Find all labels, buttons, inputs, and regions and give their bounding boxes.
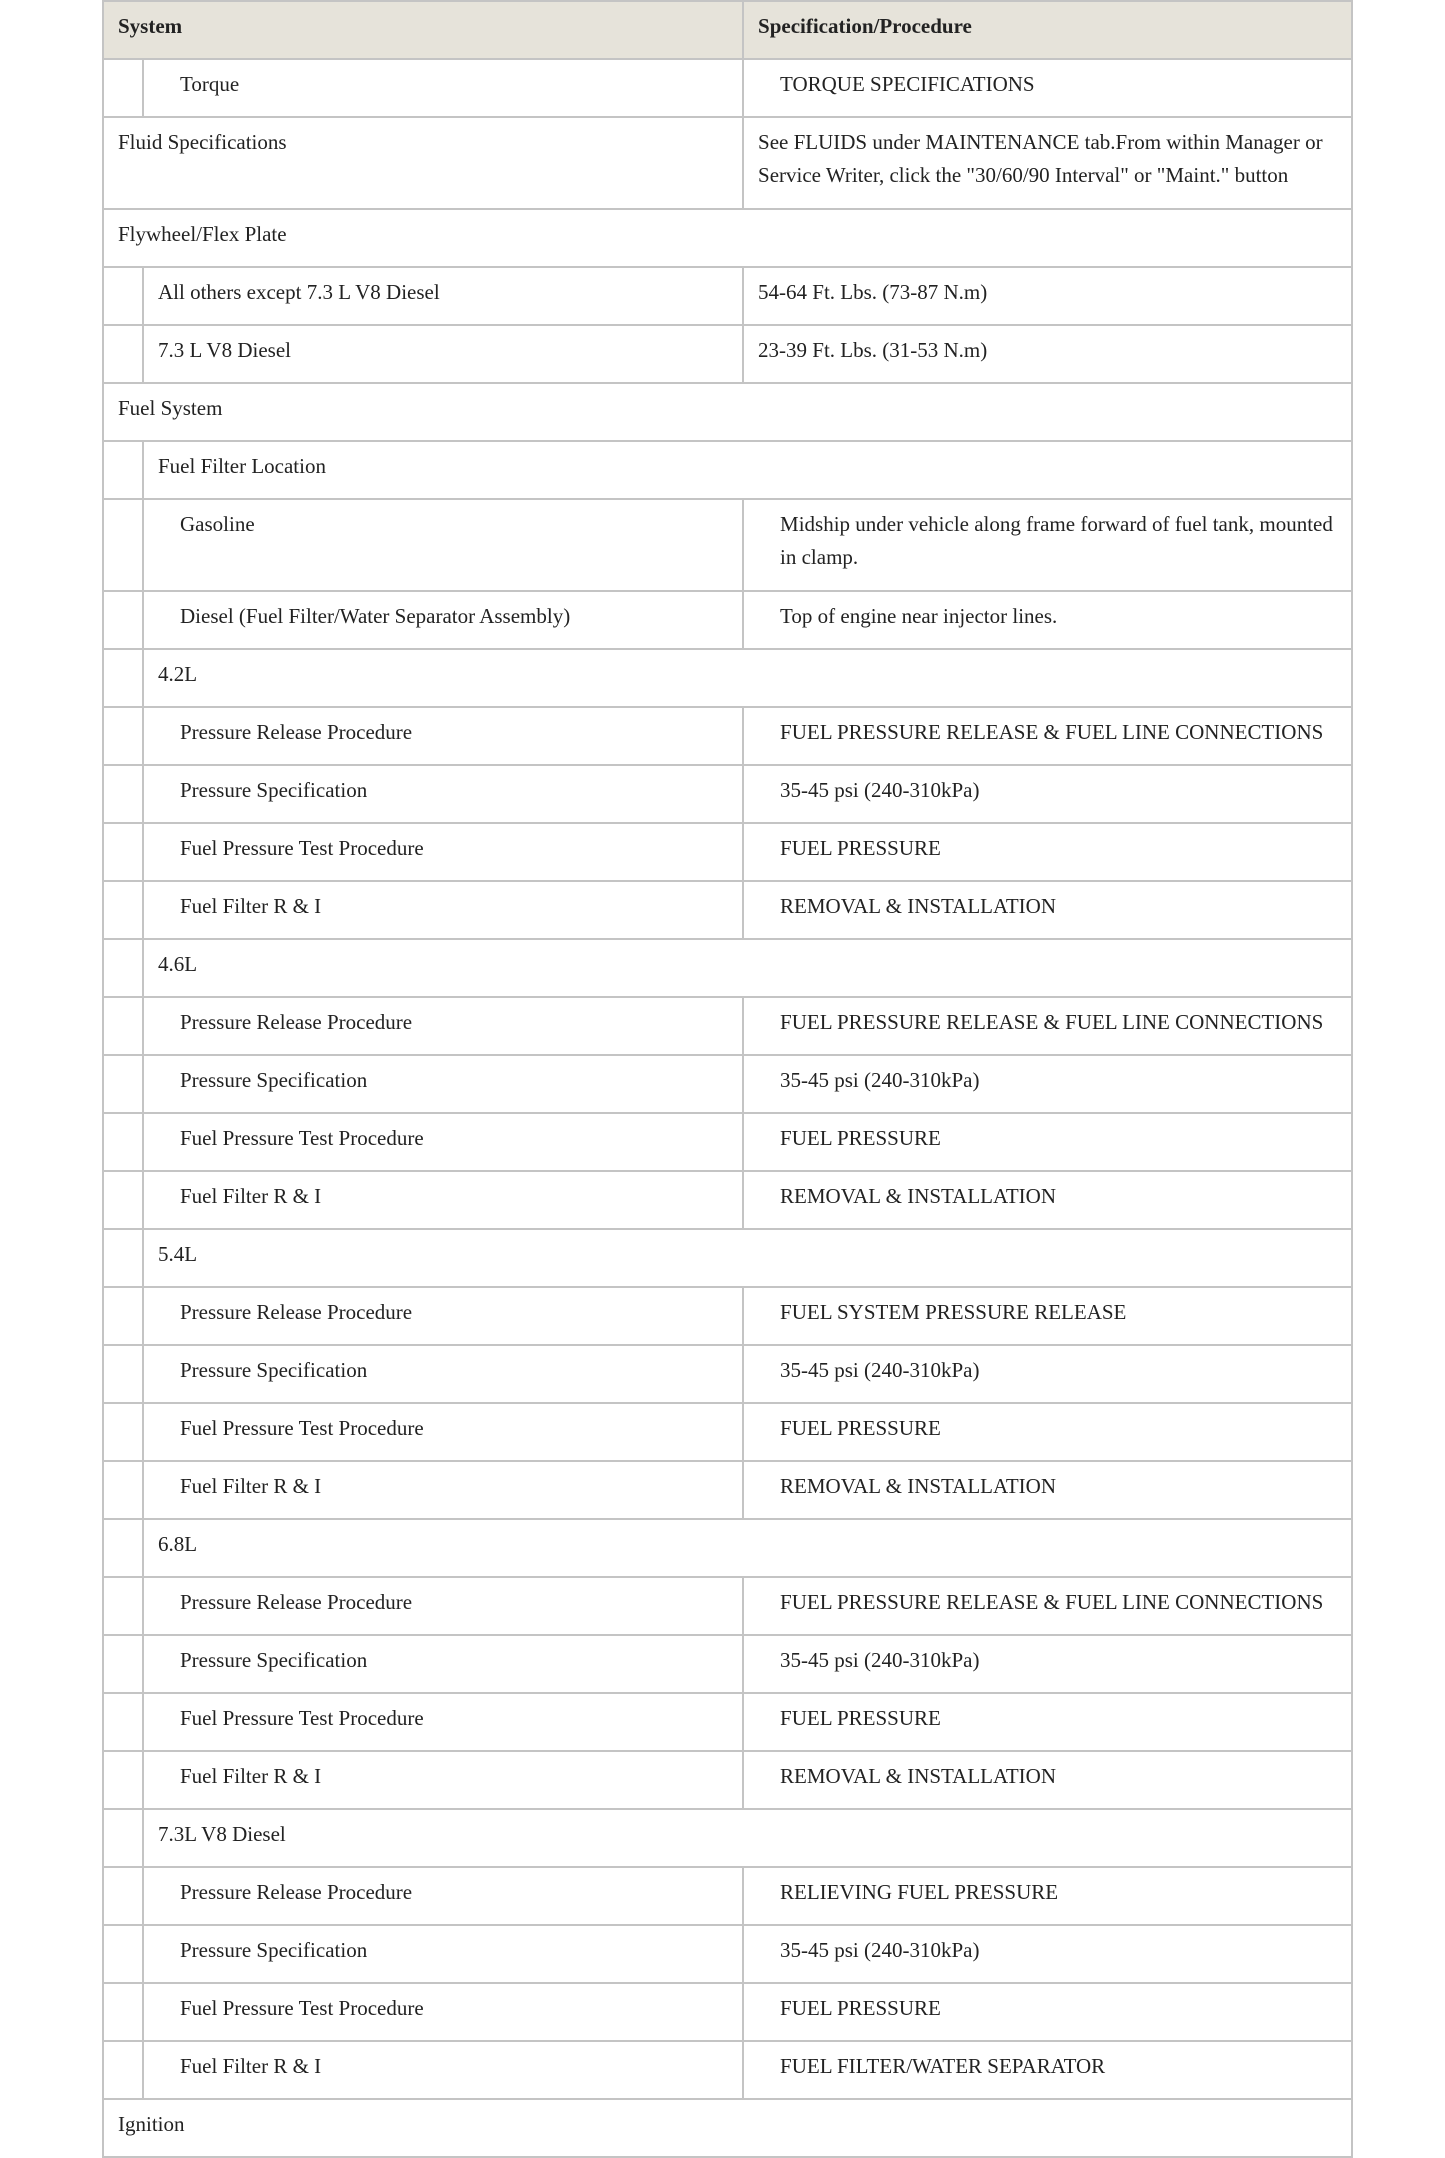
indent-cell xyxy=(103,649,143,707)
indent-cell xyxy=(103,441,143,499)
row-value: Midship under vehicle along frame forward of fuel tank, mounted in clamp. xyxy=(743,499,1352,591)
row-value: FUEL FILTER/WATER SEPARATOR xyxy=(743,2041,1352,2099)
indent-cell xyxy=(103,1345,143,1403)
row-value: 23-39 Ft. Lbs. (31-53 N.m) xyxy=(743,325,1352,383)
table-row xyxy=(103,499,1352,591)
row-label: 6.8L xyxy=(143,1519,1352,1577)
indent-cell xyxy=(103,939,143,997)
row-value: 35-45 psi (240-310kPa) xyxy=(743,1345,1352,1403)
indent-cell xyxy=(103,1461,143,1519)
section-row xyxy=(103,1229,1352,1287)
row-value: 35-45 psi (240-310kPa) xyxy=(743,765,1352,823)
indent-cell xyxy=(103,707,143,765)
table-row xyxy=(103,267,1352,325)
row-value: 54-64 Ft. Lbs. (73-87 N.m) xyxy=(743,267,1352,325)
row-value: TORQUE SPECIFICATIONS xyxy=(743,59,1352,117)
indent-cell xyxy=(103,1693,143,1751)
row-label: Fuel Pressure Test Procedure xyxy=(143,1403,743,1461)
table-row xyxy=(103,765,1352,823)
indent-cell xyxy=(103,1925,143,1983)
indent-cell xyxy=(103,1229,143,1287)
indent-cell xyxy=(103,1751,143,1809)
row-value: FUEL SYSTEM PRESSURE RELEASE xyxy=(743,1287,1352,1345)
table-row xyxy=(103,1577,1352,1635)
table-row xyxy=(103,1925,1352,1983)
table-row xyxy=(103,823,1352,881)
row-value: FUEL PRESSURE xyxy=(743,1693,1352,1751)
row-value: REMOVAL & INSTALLATION xyxy=(743,1751,1352,1809)
table-row xyxy=(103,325,1352,383)
row-value: FUEL PRESSURE RELEASE & FUEL LINE CONNECTIONS xyxy=(743,707,1352,765)
row-value: FUEL PRESSURE RELEASE & FUEL LINE CONNECTIONS xyxy=(743,997,1352,1055)
indent-cell xyxy=(103,1171,143,1229)
row-value: RELIEVING FUEL PRESSURE xyxy=(743,1867,1352,1925)
table-row xyxy=(103,1055,1352,1113)
row-label: Fuel Filter R & I xyxy=(143,2041,743,2099)
row-label: Fuel Filter Location xyxy=(143,441,1352,499)
indent-cell xyxy=(103,997,143,1055)
specification-table xyxy=(102,0,1353,2158)
table-row xyxy=(103,1171,1352,1229)
row-value: See FLUIDS under MAINTENANCE tab.From within Manager or Service Writer, click the "30/60/90 Interval" or "Maint." button xyxy=(743,117,1352,209)
table-row xyxy=(103,1113,1352,1171)
table-row xyxy=(103,997,1352,1055)
indent-cell xyxy=(103,499,143,591)
section-row xyxy=(103,649,1352,707)
indent-cell xyxy=(103,823,143,881)
section-row xyxy=(103,2099,1352,2157)
indent-cell xyxy=(103,1809,143,1867)
table-row xyxy=(103,1461,1352,1519)
indent-cell xyxy=(103,1055,143,1113)
row-label: Fuel Pressure Test Procedure xyxy=(143,823,743,881)
section-row xyxy=(103,383,1352,441)
table-row xyxy=(103,881,1352,939)
row-value: FUEL PRESSURE xyxy=(743,1403,1352,1461)
indent-cell xyxy=(103,1983,143,2041)
row-value: 35-45 psi (240-310kPa) xyxy=(743,1925,1352,1983)
table-row xyxy=(103,117,1352,209)
table-row xyxy=(103,707,1352,765)
row-value: FUEL PRESSURE xyxy=(743,1983,1352,2041)
indent-cell xyxy=(103,59,143,117)
row-value: FUEL PRESSURE RELEASE & FUEL LINE CONNECTIONS xyxy=(743,1577,1352,1635)
row-label: Gasoline xyxy=(143,499,743,591)
row-label: Pressure Specification xyxy=(143,1345,743,1403)
indent-cell xyxy=(103,1867,143,1925)
row-value: REMOVAL & INSTALLATION xyxy=(743,1171,1352,1229)
row-value: REMOVAL & INSTALLATION xyxy=(743,881,1352,939)
row-label: Pressure Release Procedure xyxy=(143,1867,743,1925)
table-row xyxy=(103,59,1352,117)
row-label: Pressure Specification xyxy=(143,1055,743,1113)
table-row xyxy=(103,1751,1352,1809)
header-specification: Specification/Procedure xyxy=(743,1,1352,59)
table-row xyxy=(103,1693,1352,1751)
table-row xyxy=(103,1635,1352,1693)
table-row xyxy=(103,2041,1352,2099)
row-label: 4.6L xyxy=(143,939,1352,997)
table-row xyxy=(103,591,1352,649)
indent-cell xyxy=(103,1113,143,1171)
section-row xyxy=(103,441,1352,499)
row-label: Pressure Release Procedure xyxy=(143,1287,743,1345)
row-label: Fuel Filter R & I xyxy=(143,1171,743,1229)
indent-cell xyxy=(103,1519,143,1577)
indent-cell xyxy=(103,267,143,325)
table-row xyxy=(103,1345,1352,1403)
row-value: FUEL PRESSURE xyxy=(743,1113,1352,1171)
row-label: 7.3 L V8 Diesel xyxy=(143,325,743,383)
row-value: REMOVAL & INSTALLATION xyxy=(743,1461,1352,1519)
row-label: Fuel Pressure Test Procedure xyxy=(143,1983,743,2041)
section-row xyxy=(103,939,1352,997)
row-label: Fuel System xyxy=(103,383,1352,441)
row-label: Pressure Specification xyxy=(143,765,743,823)
row-label: Pressure Release Procedure xyxy=(143,707,743,765)
row-label: 7.3L V8 Diesel xyxy=(143,1809,1352,1867)
row-label: Torque xyxy=(143,59,743,117)
table-row xyxy=(103,1867,1352,1925)
indent-cell xyxy=(103,881,143,939)
row-value: FUEL PRESSURE xyxy=(743,823,1352,881)
row-label: Flywheel/Flex Plate xyxy=(103,209,1352,267)
table-body xyxy=(103,59,1352,2157)
row-label: 4.2L xyxy=(143,649,1352,707)
row-label: Fuel Pressure Test Procedure xyxy=(143,1113,743,1171)
row-value: 35-45 psi (240-310kPa) xyxy=(743,1055,1352,1113)
indent-cell xyxy=(103,1635,143,1693)
row-label: Fuel Filter R & I xyxy=(143,1461,743,1519)
row-label: 5.4L xyxy=(143,1229,1352,1287)
row-label: Fluid Specifications xyxy=(103,117,743,209)
row-label: Pressure Release Procedure xyxy=(143,997,743,1055)
row-label: Fuel Filter R & I xyxy=(143,881,743,939)
section-row xyxy=(103,1809,1352,1867)
table-row xyxy=(103,1403,1352,1461)
indent-cell xyxy=(103,1287,143,1345)
indent-cell xyxy=(103,325,143,383)
indent-cell xyxy=(103,2041,143,2099)
header-system: System xyxy=(103,1,743,59)
row-label: Fuel Pressure Test Procedure xyxy=(143,1693,743,1751)
table-row xyxy=(103,1983,1352,2041)
indent-cell xyxy=(103,1577,143,1635)
row-label: Diesel (Fuel Filter/Water Separator Assembly) xyxy=(143,591,743,649)
section-row xyxy=(103,209,1352,267)
indent-cell xyxy=(103,591,143,649)
section-row xyxy=(103,1519,1352,1577)
row-value: Top of engine near injector lines. xyxy=(743,591,1352,649)
table-row xyxy=(103,1287,1352,1345)
row-label: Ignition xyxy=(103,2099,1352,2157)
row-label: All others except 7.3 L V8 Diesel xyxy=(143,267,743,325)
row-value: 35-45 psi (240-310kPa) xyxy=(743,1635,1352,1693)
header-row xyxy=(103,1,1352,59)
row-label: Pressure Specification xyxy=(143,1635,743,1693)
row-label: Pressure Specification xyxy=(143,1925,743,1983)
row-label: Pressure Release Procedure xyxy=(143,1577,743,1635)
row-label: Fuel Filter R & I xyxy=(143,1751,743,1809)
indent-cell xyxy=(103,765,143,823)
indent-cell xyxy=(103,1403,143,1461)
